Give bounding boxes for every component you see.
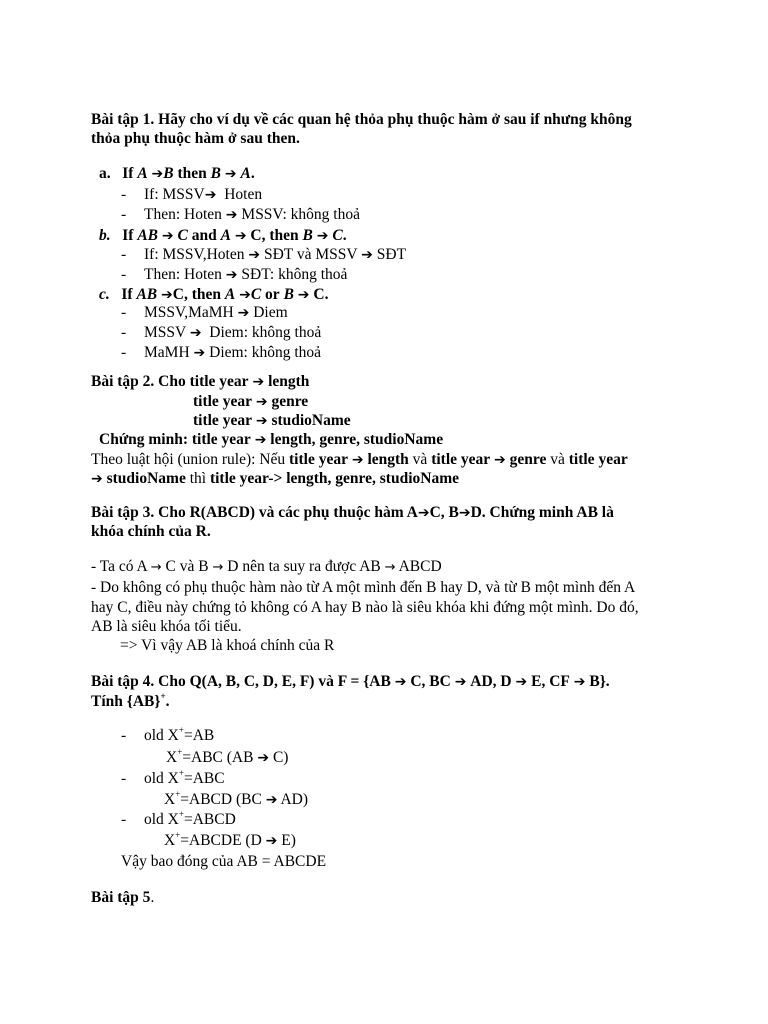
ex1-b-heading: b. If AB ➔ C and A ➔ C, then B ➔ C.	[99, 227, 347, 244]
ex4-step1-new: X+=ABC (AB ➔ C)	[166, 747, 289, 766]
ex3-title-line1: Bài tập 3. Cho R(ABCD) và các phụ thuộc hàm A➔C, B➔D. Chứng minh AB là	[91, 504, 614, 521]
ex1-c-heading: c. If AB ➔C, then A ➔C or B ➔ C.	[99, 286, 329, 303]
ex3-title-line2: khóa chính của R.	[91, 523, 211, 540]
ex2-line3: title year ➔ studioName	[193, 412, 351, 429]
ex1-b-item1-dash: -	[121, 246, 127, 263]
ex1-a-item1-dash: -	[121, 186, 127, 203]
ex1-c-item1-dash: -	[121, 304, 127, 321]
ex1-c-item2: MSSV ➔ Diem: không thoả	[144, 324, 322, 341]
ex1-c-item3: MaMH ➔ Diem: không thoả	[144, 344, 322, 361]
ex2-proof: Chứng minh: title year ➔ length, genre, studioName	[99, 431, 444, 448]
ex1-b-item2-dash: -	[121, 266, 127, 283]
ex1-a-item2: Then: Hoten ➔ MSSV: không thoả	[144, 206, 360, 223]
ex2-union-line1: Theo luật hội (union rule): Nếu title year ➔ length và title year ➔ genre và title year	[91, 451, 628, 468]
ex4-step2-dash: -	[121, 770, 127, 787]
ex4-title-line2: Tính {AB}+.	[91, 691, 170, 710]
ex4-title-line1: Bài tập 4. Cho Q(A, B, C, D, E, F) và F = {AB ➔ C, BC ➔ AD, D ➔ E, CF ➔ B}.	[91, 673, 610, 690]
ex4-step1-dash: -	[121, 727, 127, 744]
ex4-step3-new: X+=ABCDE (D ➔ E)	[164, 830, 296, 849]
ex4-conclusion: Vậy bao đóng của AB = ABCDE	[121, 853, 327, 870]
ex3-line1: - Ta có A → C và B → D nên ta suy ra được AB → ABCD	[91, 558, 442, 575]
ex4-step2-new: X+=ABCD (BC ➔ AD)	[164, 789, 309, 808]
ex4-step1-old: old X+=AB	[144, 725, 215, 744]
ex3-line4: AB là siêu khóa tối tiểu.	[91, 618, 242, 635]
ex5-title: Bài tập 5.	[91, 889, 155, 906]
ex1-b-item2: Then: Hoten ➔ SĐT: không thoả	[144, 266, 348, 283]
ex2-line2: title year ➔ genre	[193, 393, 309, 410]
ex4-step3-old: old X+=ABCD	[144, 809, 236, 828]
ex3-line5: => Vì vậy AB là khoá chính của R	[120, 637, 335, 654]
ex1-a-heading: a. If A ➔B then B ➔ A.	[99, 165, 255, 182]
ex1-a-item2-dash: -	[121, 206, 127, 223]
ex1-a-item1: If: MSSV➔ Hoten	[144, 186, 263, 203]
ex3-line2: - Do không có phụ thuộc hàm nào từ A một mình đến B hay D, và từ B một mình đến A	[91, 579, 636, 596]
ex4-step3-dash: -	[121, 811, 127, 828]
ex1-title-line2: thỏa phụ thuộc hàm ở sau then.	[91, 130, 300, 147]
ex1-title-line1: Bài tập 1. Hãy cho ví dụ về các quan hệ thỏa phụ thuộc hàm ở sau if nhưng không	[91, 111, 632, 128]
ex3-line3: hay C, điều này chứng tỏ không có A hay B nào là siêu khóa khi đứng một mình. Do đó,	[91, 599, 639, 616]
ex1-c-item3-dash: -	[121, 344, 127, 361]
ex1-c-item1: MSSV,MaMH ➔ Diem	[144, 304, 288, 321]
ex1-b-item1: If: MSSV,Hoten ➔ SĐT và MSSV ➔ SĐT	[144, 246, 407, 263]
ex2-title: Bài tập 2. Cho title year ➔ length	[91, 373, 310, 390]
ex4-step2-old: old X+=ABC	[144, 768, 225, 787]
ex2-union-line2: ➔ studioName thì title year-> length, genre, studioName	[91, 470, 460, 487]
ex1-c-item2-dash: -	[121, 324, 127, 341]
